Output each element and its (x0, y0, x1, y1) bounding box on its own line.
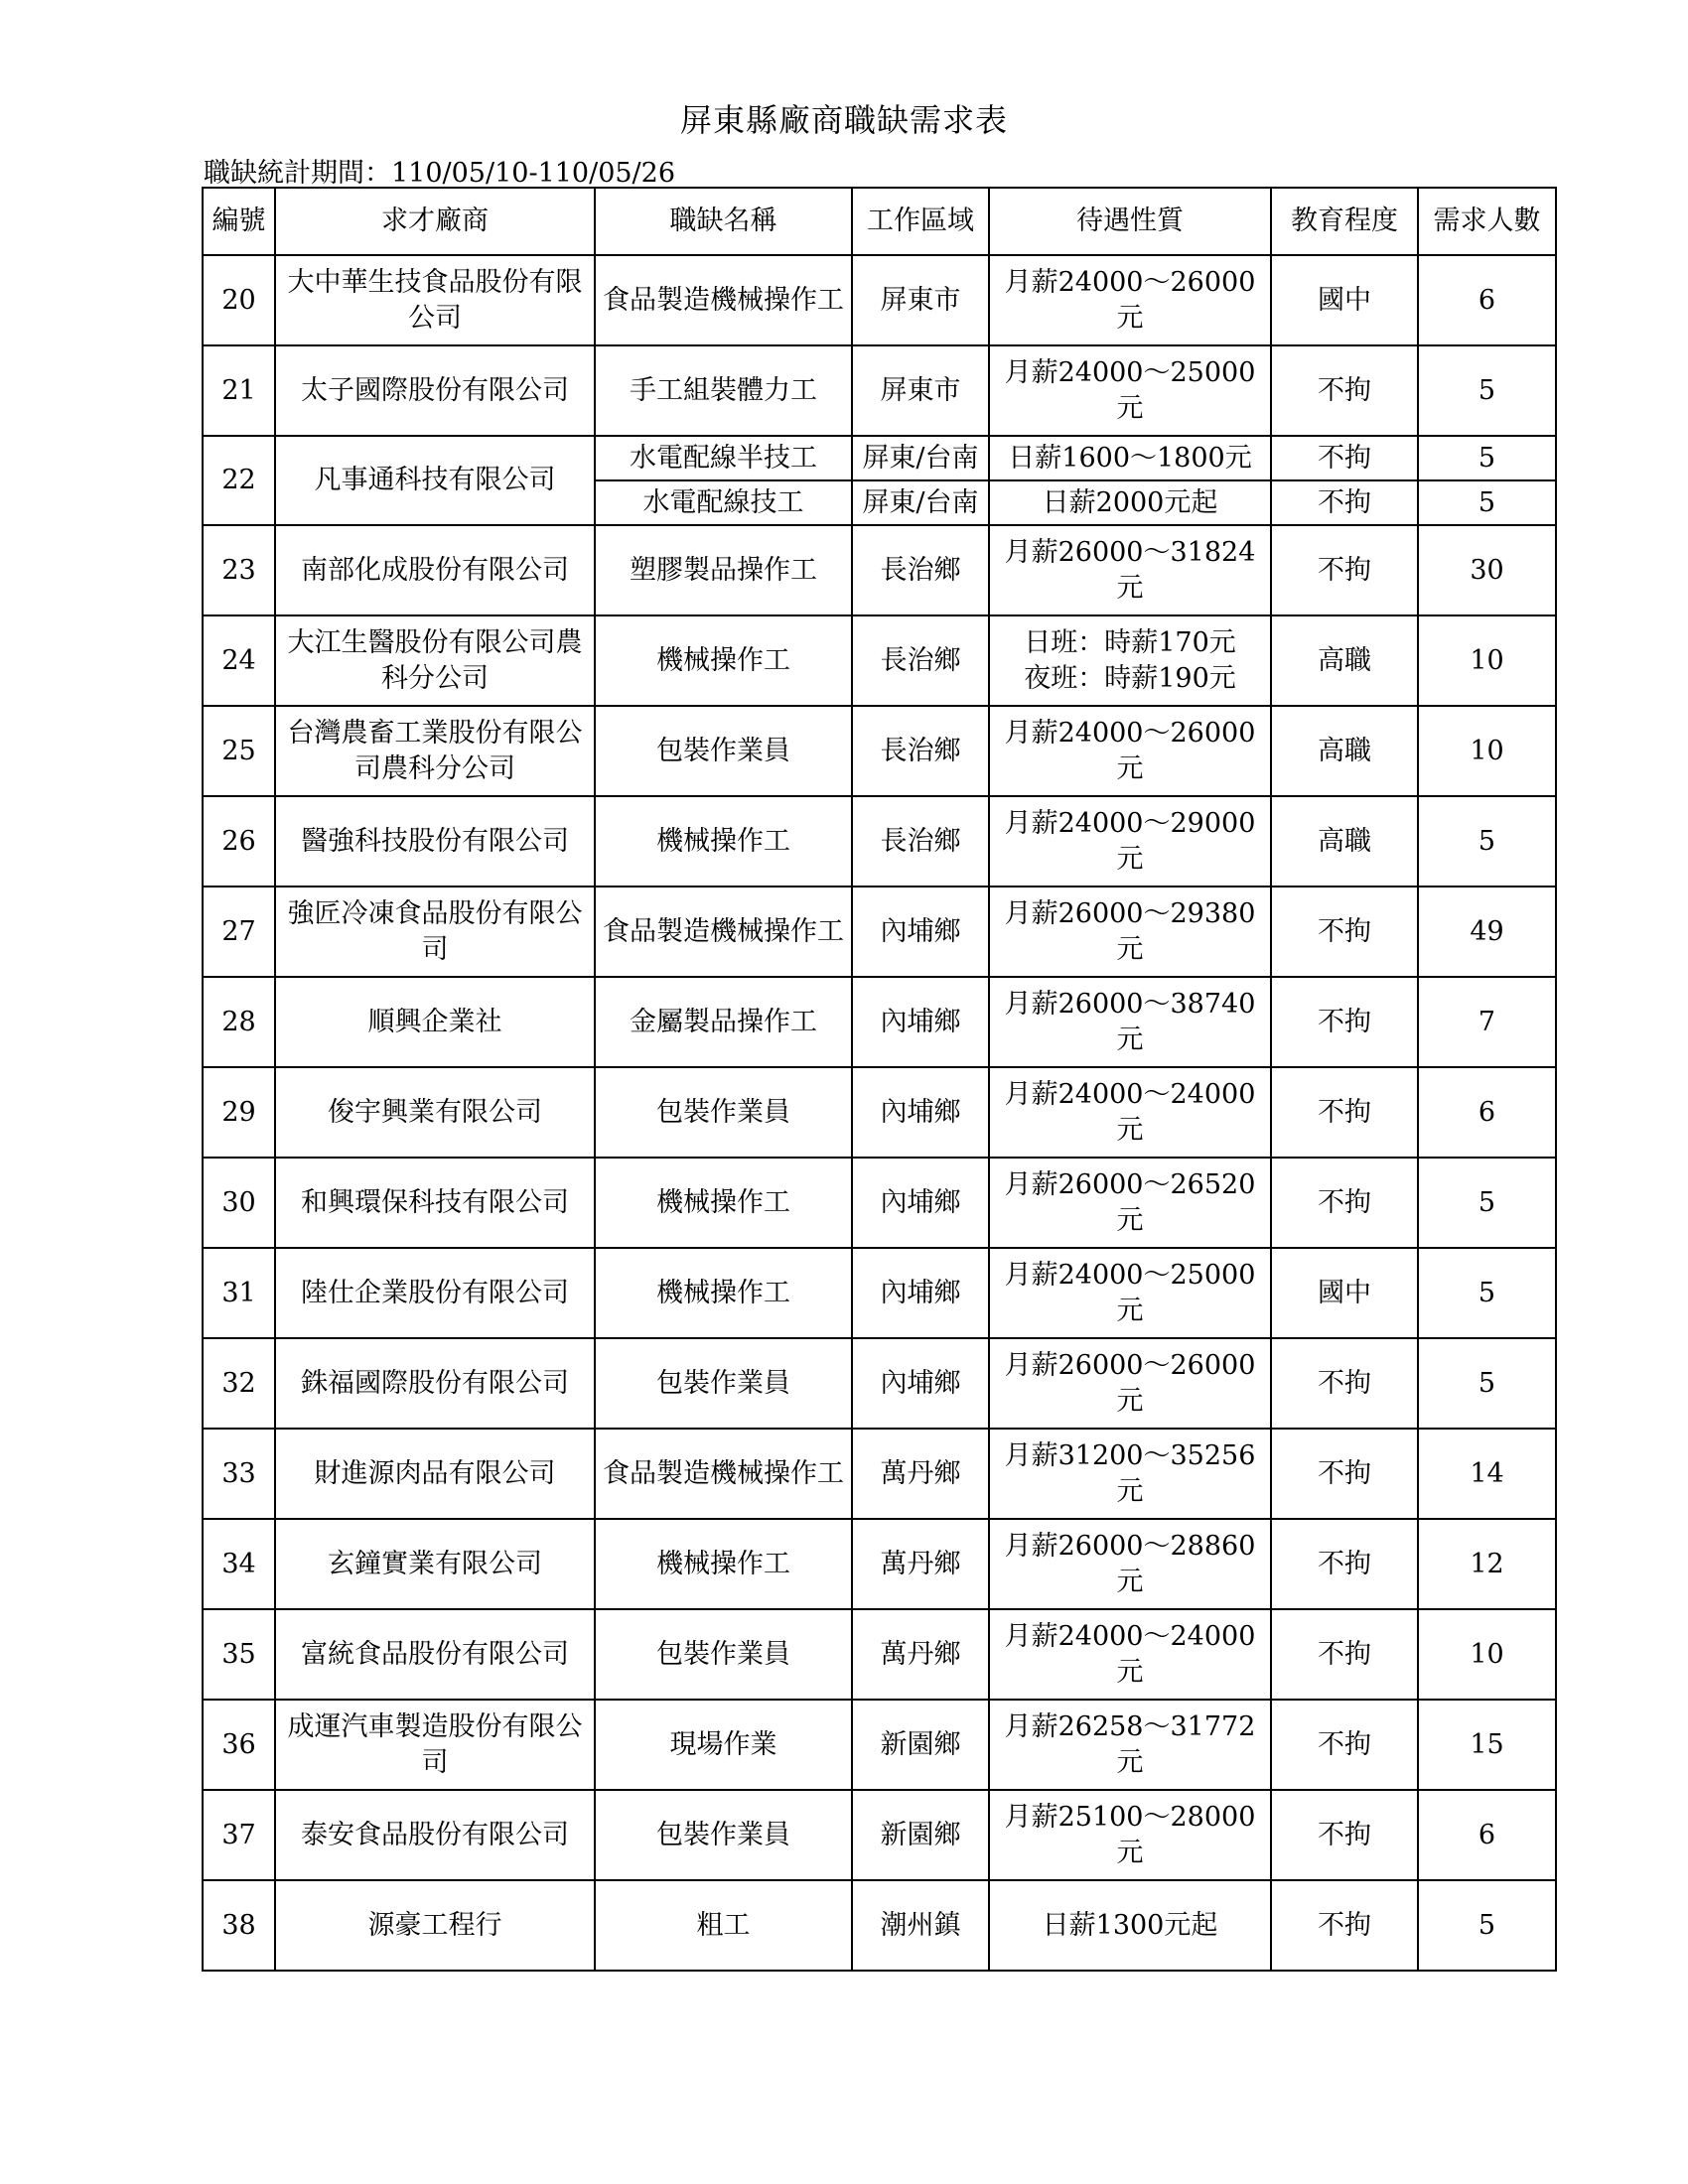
cell-number: 30 (203, 1158, 275, 1248)
cell-education: 不拘 (1271, 480, 1418, 525)
cell-headcount: 5 (1418, 1158, 1556, 1248)
cell-number: 22 (203, 436, 275, 525)
cell-headcount: 5 (1418, 796, 1556, 887)
cell-number: 29 (203, 1067, 275, 1158)
cell-company: 太子國際股份有限公司 (275, 345, 595, 436)
header-number: 編號 (203, 188, 275, 255)
cell-company: 富統食品股份有限公司 (275, 1609, 595, 1700)
table-row (203, 1609, 1556, 1700)
cell-education: 不拘 (1271, 887, 1418, 977)
cell-job-title: 包裝作業員 (595, 1609, 852, 1700)
cell-company: 南部化成股份有限公司 (275, 525, 595, 615)
cell-headcount: 10 (1418, 706, 1556, 796)
cell-number: 33 (203, 1429, 275, 1519)
header-education: 教育程度 (1271, 188, 1418, 255)
header-work-area: 工作區域 (852, 188, 989, 255)
cell-company: 醫強科技股份有限公司 (275, 796, 595, 887)
cell-job-title: 機械操作工 (595, 1158, 852, 1248)
table-row (203, 525, 1556, 615)
cell-work-area: 屏東/台南 (852, 480, 989, 525)
cell-education: 不拘 (1271, 1700, 1418, 1790)
cell-headcount: 15 (1418, 1700, 1556, 1790)
cell-headcount: 5 (1418, 1248, 1556, 1338)
cell-number: 24 (203, 615, 275, 706)
cell-headcount: 6 (1418, 255, 1556, 345)
cell-company: 大江生醫股份有限公司農科分公司 (275, 615, 595, 706)
cell-work-area: 屏東市 (852, 345, 989, 436)
cell-job-title: 手工組裝體力工 (595, 345, 852, 436)
cell-pay: 月薪25100～28000元 (989, 1790, 1271, 1880)
cell-headcount: 14 (1418, 1429, 1556, 1519)
cell-company: 俊宇興業有限公司 (275, 1067, 595, 1158)
cell-company: 泰安食品股份有限公司 (275, 1790, 595, 1880)
cell-company: 順興企業社 (275, 977, 595, 1067)
cell-pay: 日薪2000元起 (989, 480, 1271, 525)
cell-education: 不拘 (1271, 345, 1418, 436)
cell-headcount: 5 (1418, 345, 1556, 436)
cell-work-area: 內埔鄉 (852, 1338, 989, 1429)
cell-company: 和興環保科技有限公司 (275, 1158, 595, 1248)
cell-job-title: 機械操作工 (595, 615, 852, 706)
cell-job-title: 包裝作業員 (595, 706, 852, 796)
cell-pay: 月薪24000～25000元 (989, 345, 1271, 436)
cell-work-area: 內埔鄉 (852, 1158, 989, 1248)
cell-company: 陸仕企業股份有限公司 (275, 1248, 595, 1338)
cell-job-title: 水電配線技工 (595, 480, 852, 525)
cell-work-area: 長治鄉 (852, 796, 989, 887)
cell-number: 32 (203, 1338, 275, 1429)
cell-company: 凡事通科技有限公司 (275, 436, 595, 525)
cell-work-area: 內埔鄉 (852, 1248, 989, 1338)
table-row (203, 255, 1556, 345)
cell-job-title: 機械操作工 (595, 1519, 852, 1609)
cell-number: 21 (203, 345, 275, 436)
cell-education: 國中 (1271, 1248, 1418, 1338)
table-row (203, 1429, 1556, 1519)
cell-education: 高職 (1271, 796, 1418, 887)
cell-work-area: 內埔鄉 (852, 1067, 989, 1158)
table-row (203, 796, 1556, 887)
cell-number: 36 (203, 1700, 275, 1790)
cell-headcount: 49 (1418, 887, 1556, 977)
cell-job-title: 機械操作工 (595, 796, 852, 887)
cell-number: 27 (203, 887, 275, 977)
table-row (203, 1158, 1556, 1248)
cell-pay: 月薪31200～35256元 (989, 1429, 1271, 1519)
cell-job-title: 水電配線半技工 (595, 436, 852, 480)
cell-number: 25 (203, 706, 275, 796)
cell-education: 不拘 (1271, 525, 1418, 615)
cell-education: 國中 (1271, 255, 1418, 345)
cell-company: 成運汽車製造股份有限公司 (275, 1700, 595, 1790)
cell-number: 35 (203, 1609, 275, 1700)
table-row (203, 1067, 1556, 1158)
cell-headcount: 7 (1418, 977, 1556, 1067)
cell-number: 34 (203, 1519, 275, 1609)
table-row (203, 436, 1556, 480)
table-row (203, 1880, 1556, 1971)
cell-pay: 日薪1300元起 (989, 1880, 1271, 1971)
cell-pay: 月薪26000～28860元 (989, 1519, 1271, 1609)
cell-number: 20 (203, 255, 275, 345)
cell-education: 不拘 (1271, 1338, 1418, 1429)
job-vacancy-table (202, 187, 1557, 1972)
header-headcount: 需求人數 (1418, 188, 1556, 255)
cell-work-area: 內埔鄉 (852, 887, 989, 977)
header-company: 求才廠商 (275, 188, 595, 255)
statistics-period: 職缺統計期間：110/05/10-110/05/26 (204, 158, 676, 189)
cell-headcount: 6 (1418, 1067, 1556, 1158)
table-row (203, 706, 1556, 796)
table-row (203, 977, 1556, 1067)
cell-job-title: 金屬製品操作工 (595, 977, 852, 1067)
cell-number: 31 (203, 1248, 275, 1338)
cell-work-area: 潮州鎮 (852, 1880, 989, 1971)
cell-job-title: 包裝作業員 (595, 1338, 852, 1429)
cell-education: 不拘 (1271, 1429, 1418, 1519)
cell-job-title: 粗工 (595, 1880, 852, 1971)
pay-night-shift: 夜班：時薪190元 (1024, 662, 1236, 694)
cell-pay: 月薪26000～38740元 (989, 977, 1271, 1067)
cell-work-area: 長治鄉 (852, 615, 989, 706)
table-row (203, 1790, 1556, 1880)
header-job-title: 職缺名稱 (595, 188, 852, 255)
cell-headcount: 5 (1418, 480, 1556, 525)
cell-job-title: 機械操作工 (595, 1248, 852, 1338)
cell-pay: 月薪24000～26000元 (989, 706, 1271, 796)
cell-headcount: 10 (1418, 615, 1556, 706)
cell-headcount: 30 (1418, 525, 1556, 615)
cell-education: 不拘 (1271, 977, 1418, 1067)
cell-education: 不拘 (1271, 1158, 1418, 1248)
cell-education: 不拘 (1271, 1609, 1418, 1700)
cell-headcount: 5 (1418, 1338, 1556, 1429)
cell-headcount: 5 (1418, 436, 1556, 480)
cell-pay: 月薪24000～29000元 (989, 796, 1271, 887)
cell-education: 不拘 (1271, 1067, 1418, 1158)
table-row (203, 1338, 1556, 1429)
cell-work-area: 長治鄉 (852, 525, 989, 615)
cell-work-area: 內埔鄉 (852, 977, 989, 1067)
cell-work-area: 萬丹鄉 (852, 1519, 989, 1609)
cell-pay: 月薪24000～24000元 (989, 1067, 1271, 1158)
cell-education: 高職 (1271, 706, 1418, 796)
cell-work-area: 新園鄉 (852, 1790, 989, 1880)
cell-company: 強匠冷凍食品股份有限公司 (275, 887, 595, 977)
cell-company: 台灣農畜工業股份有限公司農科分公司 (275, 706, 595, 796)
table-row (203, 1248, 1556, 1338)
cell-company: 銖福國際股份有限公司 (275, 1338, 595, 1429)
cell-headcount: 10 (1418, 1609, 1556, 1700)
cell-education: 高職 (1271, 615, 1418, 706)
cell-number: 26 (203, 796, 275, 887)
cell-pay: 月薪26000～29380元 (989, 887, 1271, 977)
table-row (203, 887, 1556, 977)
cell-job-title: 包裝作業員 (595, 1790, 852, 1880)
cell-job-title: 塑膠製品操作工 (595, 525, 852, 615)
cell-headcount: 12 (1418, 1519, 1556, 1609)
pay-day-shift: 日班：時薪170元 (1024, 626, 1236, 658)
table-row (203, 1700, 1556, 1790)
cell-pay: 月薪24000～25000元 (989, 1248, 1271, 1338)
cell-pay: 月薪26258～31772元 (989, 1700, 1271, 1790)
cell-company: 財進源肉品有限公司 (275, 1429, 595, 1519)
cell-work-area: 屏東市 (852, 255, 989, 345)
cell-number: 37 (203, 1790, 275, 1880)
cell-number: 28 (203, 977, 275, 1067)
table-header-row (203, 188, 1556, 255)
cell-headcount: 5 (1418, 1880, 1556, 1971)
cell-job-title: 食品製造機械操作工 (595, 887, 852, 977)
cell-job-title: 現場作業 (595, 1700, 852, 1790)
cell-number: 23 (203, 525, 275, 615)
cell-work-area: 屏東/台南 (852, 436, 989, 480)
cell-job-title: 包裝作業員 (595, 1067, 852, 1158)
cell-pay: 月薪26000～26520元 (989, 1158, 1271, 1248)
cell-work-area: 萬丹鄉 (852, 1609, 989, 1700)
cell-pay: 日薪1600～1800元 (989, 436, 1271, 480)
cell-company: 大中華生技食品股份有限公司 (275, 255, 595, 345)
document-title: 屏東縣廠商職缺需求表 (679, 101, 1008, 139)
cell-headcount: 6 (1418, 1790, 1556, 1880)
cell-pay: 月薪24000～24000元 (989, 1609, 1271, 1700)
table-row (203, 1519, 1556, 1609)
cell-company: 玄鐘實業有限公司 (275, 1519, 595, 1609)
cell-work-area: 萬丹鄉 (852, 1429, 989, 1519)
cell-education: 不拘 (1271, 1880, 1418, 1971)
table-row (203, 345, 1556, 436)
cell-pay (989, 615, 1271, 706)
cell-education: 不拘 (1271, 1519, 1418, 1609)
cell-education: 不拘 (1271, 1790, 1418, 1880)
cell-company: 源豪工程行 (275, 1880, 595, 1971)
header-pay: 待遇性質 (989, 188, 1271, 255)
cell-job-title: 食品製造機械操作工 (595, 255, 852, 345)
table-row (203, 615, 1556, 706)
cell-pay: 月薪26000～31824元 (989, 525, 1271, 615)
cell-job-title: 食品製造機械操作工 (595, 1429, 852, 1519)
cell-number: 38 (203, 1880, 275, 1971)
cell-pay: 月薪24000～26000元 (989, 255, 1271, 345)
cell-education: 不拘 (1271, 436, 1418, 480)
cell-pay: 月薪26000～26000元 (989, 1338, 1271, 1429)
cell-work-area: 新園鄉 (852, 1700, 989, 1790)
cell-work-area: 長治鄉 (852, 706, 989, 796)
